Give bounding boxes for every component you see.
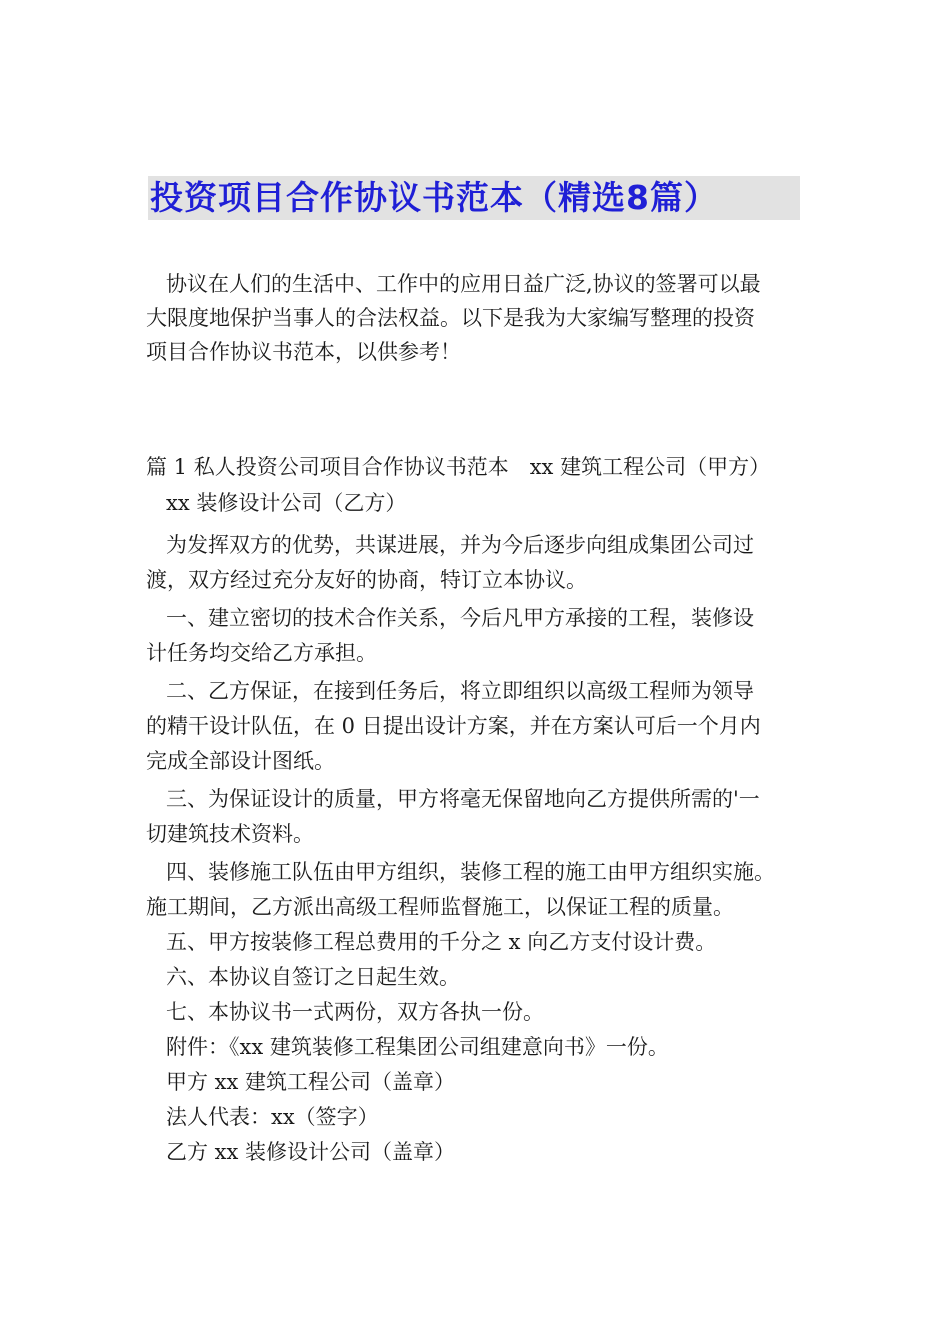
article-4-line: 四、装修施工队伍由甲方组织，装修工程的施工由甲方组织实施。 xyxy=(166,860,775,884)
party-b-signature: 乙方 xx 装修设计公司（盖章） xyxy=(166,1140,456,1164)
article-4-line: 施工期间，乙方派出高级工程师监督施工，以保证工程的质量。 xyxy=(146,895,734,919)
intro-paragraph xyxy=(146,267,814,369)
article-2-line: 完成全部设计图纸。 xyxy=(146,749,335,773)
article-2-line: 的精干设计队伍，在 0 日提出设计方案，并在方案认可后一个月内 xyxy=(146,714,761,738)
section-heading: 篇 1 私人投资公司项目合作协议书范本 xx 建筑工程公司（甲方） xyxy=(146,455,771,479)
article-1-line: 一、建立密切的技术合作关系，今后凡甲方承接的工程，装修设 xyxy=(166,606,754,630)
article-3-line: 切建筑技术资料。 xyxy=(146,822,314,846)
agreement-body xyxy=(146,528,836,1170)
article-7: 七、本协议书一式两份，双方各执一份。 xyxy=(166,1000,544,1024)
preamble-line: 为发挥双方的优势，共谋进展，并为今后逐步向组成集团公司过 xyxy=(166,533,754,557)
attachment-line: 附件：《xx 建筑装修工程集团公司组建意向书》一份。 xyxy=(166,1035,669,1059)
preamble-line: 渡，双方经过充分友好的协商，特订立本协议。 xyxy=(146,568,587,592)
intro-line: 协议在人们的生活中、工作中的应用日益广泛,协议的签署可以最 xyxy=(166,272,761,296)
intro-line: 大限度地保护当事人的合法权益。以下是我为大家编写整理的投资 xyxy=(146,306,755,330)
article-5: 五、甲方按装修工程总费用的千分之 x 向乙方支付设计费。 xyxy=(166,930,717,954)
party-b-line: xx 装修设计公司（乙方） xyxy=(166,491,407,515)
article-6: 六、本协议自签订之日起生效。 xyxy=(166,965,460,989)
article-2-line: 二、乙方保证，在接到任务后，将立即组织以高级工程师为领导 xyxy=(166,679,754,703)
intro-line: 项目合作协议书范本，以供参考！ xyxy=(146,340,461,364)
article-1-line: 计任务均交给乙方承担。 xyxy=(146,641,377,665)
party-a-signature: 甲方 xx 建筑工程公司（盖章） xyxy=(166,1070,456,1094)
page-title: 投资项目合作协议书范本（精选8篇） xyxy=(150,178,718,217)
article-3-line: 三、为保证设计的质量，甲方将毫无保留地向乙方提供所需的'一 xyxy=(166,787,760,811)
legal-representative: 法人代表：xx（签字） xyxy=(166,1105,379,1129)
